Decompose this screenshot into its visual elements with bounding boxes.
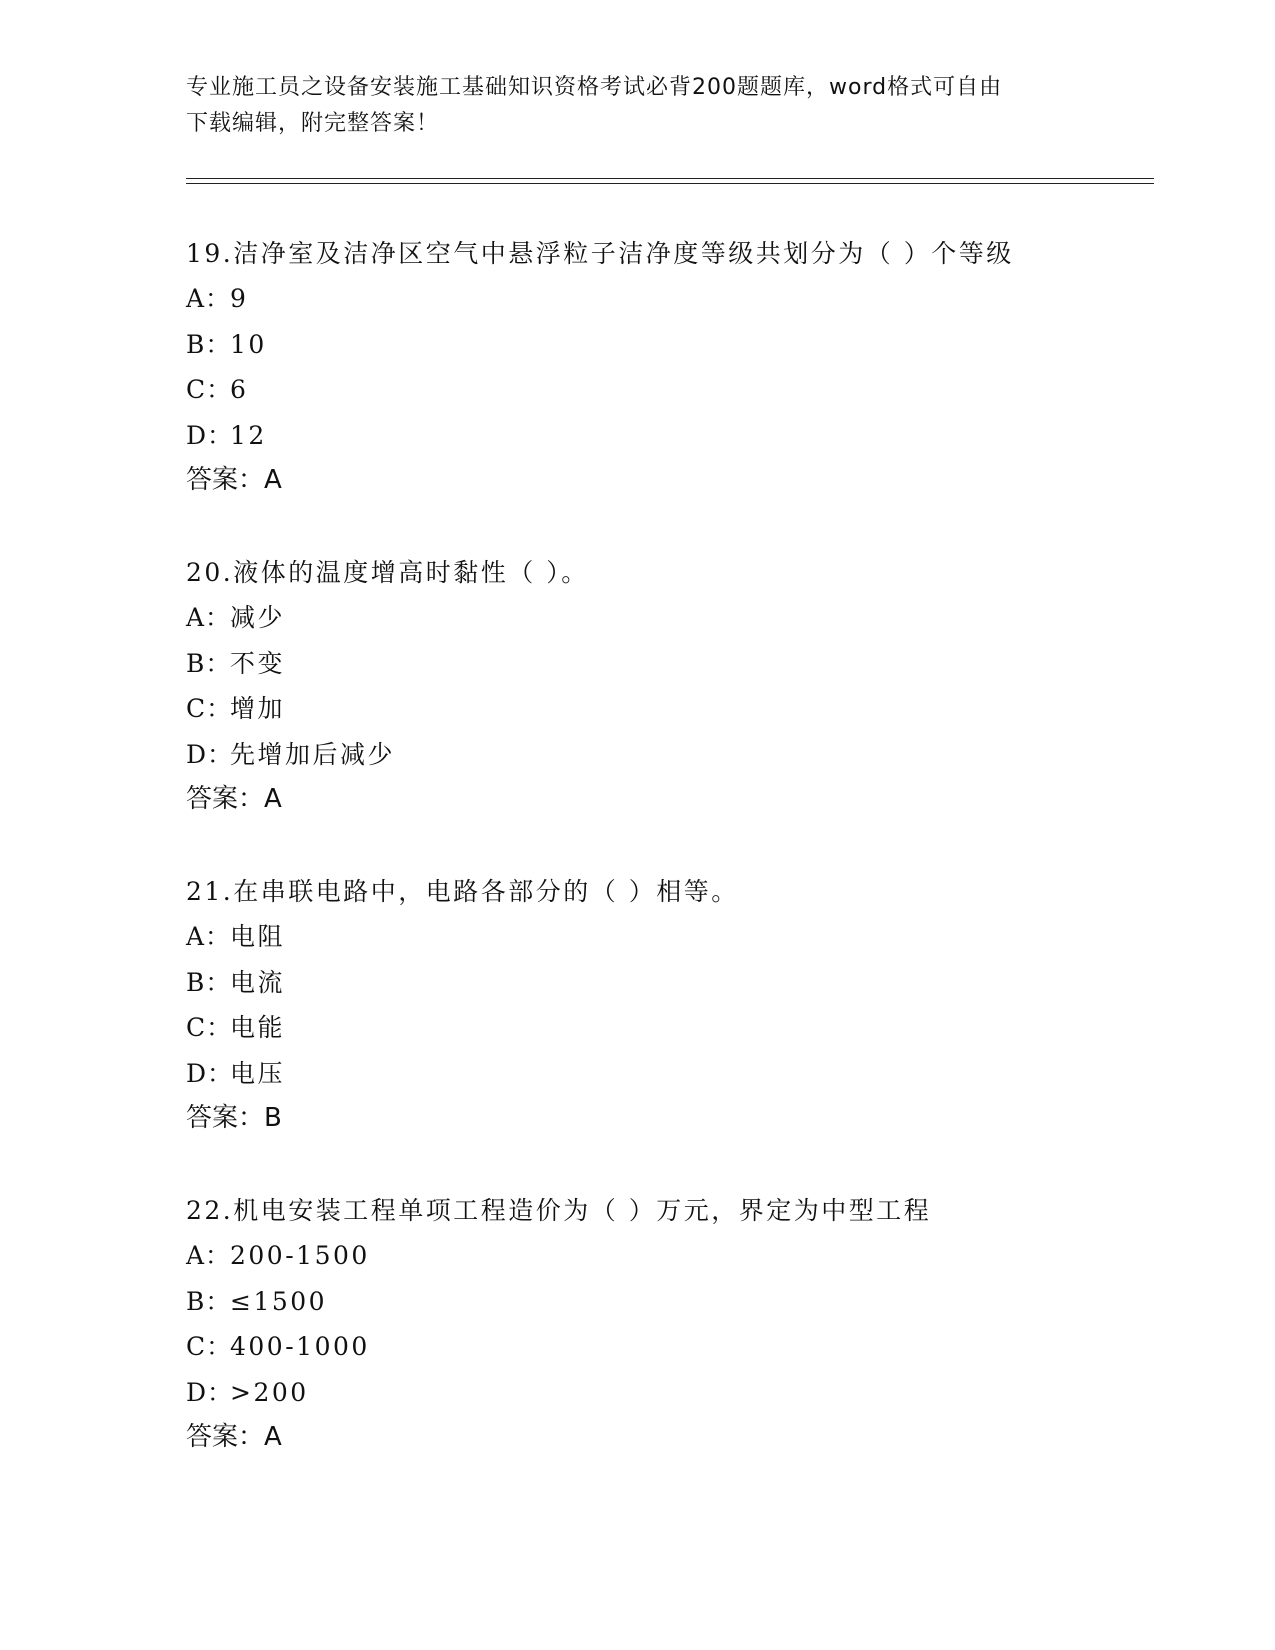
- option-b: [186, 960, 1166, 1006]
- option-key: D：: [186, 1058, 234, 1088]
- option-text: 增加: [230, 694, 286, 723]
- option-a: [186, 595, 1166, 641]
- option-text: 电阻: [230, 922, 286, 951]
- question-title: 19.洁净室及洁净区空气中悬浮粒子洁净度等级共划分为（ ）个等级: [186, 239, 1014, 268]
- question-title: 21.在串联电路中，电路各部分的（ ）相等。: [186, 877, 739, 906]
- option-c: [186, 367, 1166, 413]
- question-title: 22.机电安装工程单项工程造价为（ ）万元，界定为中型工程: [186, 1196, 932, 1225]
- option-text: >200: [230, 1377, 309, 1407]
- option-text: 不变: [230, 648, 286, 678]
- option-text: 10: [230, 329, 267, 359]
- option-key: B：: [186, 967, 232, 997]
- option-a: [186, 276, 1166, 322]
- option-text: 电压: [230, 1058, 286, 1088]
- option-c: [186, 1324, 1166, 1370]
- option-a: [186, 914, 1166, 960]
- header-divider-bottom: [186, 183, 1154, 184]
- option-key: C：: [186, 375, 233, 404]
- option-key: D：: [186, 1377, 234, 1407]
- option-key: A：: [186, 922, 232, 951]
- option-key: C：: [186, 1013, 233, 1042]
- option-text: 电流: [230, 967, 286, 997]
- option-key: D：: [186, 420, 234, 450]
- option-text: ≤1500: [230, 1286, 328, 1316]
- option-key: D：: [186, 739, 234, 769]
- question-20: [186, 551, 1166, 821]
- header-divider-top: [186, 178, 1154, 179]
- option-key: A：: [186, 603, 232, 632]
- option-text: 6: [230, 375, 249, 404]
- option-key: B：: [186, 329, 232, 359]
- option-text: 200-1500: [230, 1241, 370, 1270]
- option-d: [186, 413, 1166, 459]
- option-text: 400-1000: [230, 1332, 370, 1361]
- option-key: A：: [186, 284, 232, 313]
- answer-line: 答案：A: [186, 465, 282, 495]
- option-text: 减少: [230, 603, 286, 632]
- question-21: [186, 870, 1166, 1140]
- option-text: 先增加后减少: [230, 739, 396, 769]
- answer-line: 答案：A: [186, 1422, 282, 1452]
- question-22: [186, 1189, 1166, 1459]
- option-c: [186, 1005, 1166, 1051]
- option-key: C：: [186, 694, 233, 723]
- option-text: 12: [230, 420, 267, 450]
- option-c: [186, 686, 1166, 732]
- option-d: [186, 732, 1166, 778]
- option-b: [186, 1279, 1166, 1325]
- option-d: [186, 1051, 1166, 1097]
- answer-line: 答案：B: [186, 1103, 282, 1133]
- option-key: C：: [186, 1332, 233, 1361]
- option-text: 9: [230, 284, 249, 313]
- answer-line: 答案：A: [186, 784, 282, 814]
- option-d: [186, 1370, 1166, 1416]
- option-b: [186, 322, 1166, 368]
- document-header: [186, 70, 1086, 142]
- option-text: 电能: [230, 1013, 286, 1042]
- header-line-2: 下载编辑，附完整答案！: [186, 111, 440, 136]
- option-key: A：: [186, 1241, 232, 1270]
- header-line-1: 专业施工员之设备安装施工基础知识资格考试必背200题题库，word格式可自由: [186, 75, 1003, 100]
- question-title: 20.液体的温度增高时黏性（ ）。: [186, 558, 589, 587]
- question-19: [186, 232, 1166, 502]
- option-a: [186, 1233, 1166, 1279]
- option-key: B：: [186, 648, 232, 678]
- option-key: B：: [186, 1286, 232, 1316]
- option-b: [186, 641, 1166, 687]
